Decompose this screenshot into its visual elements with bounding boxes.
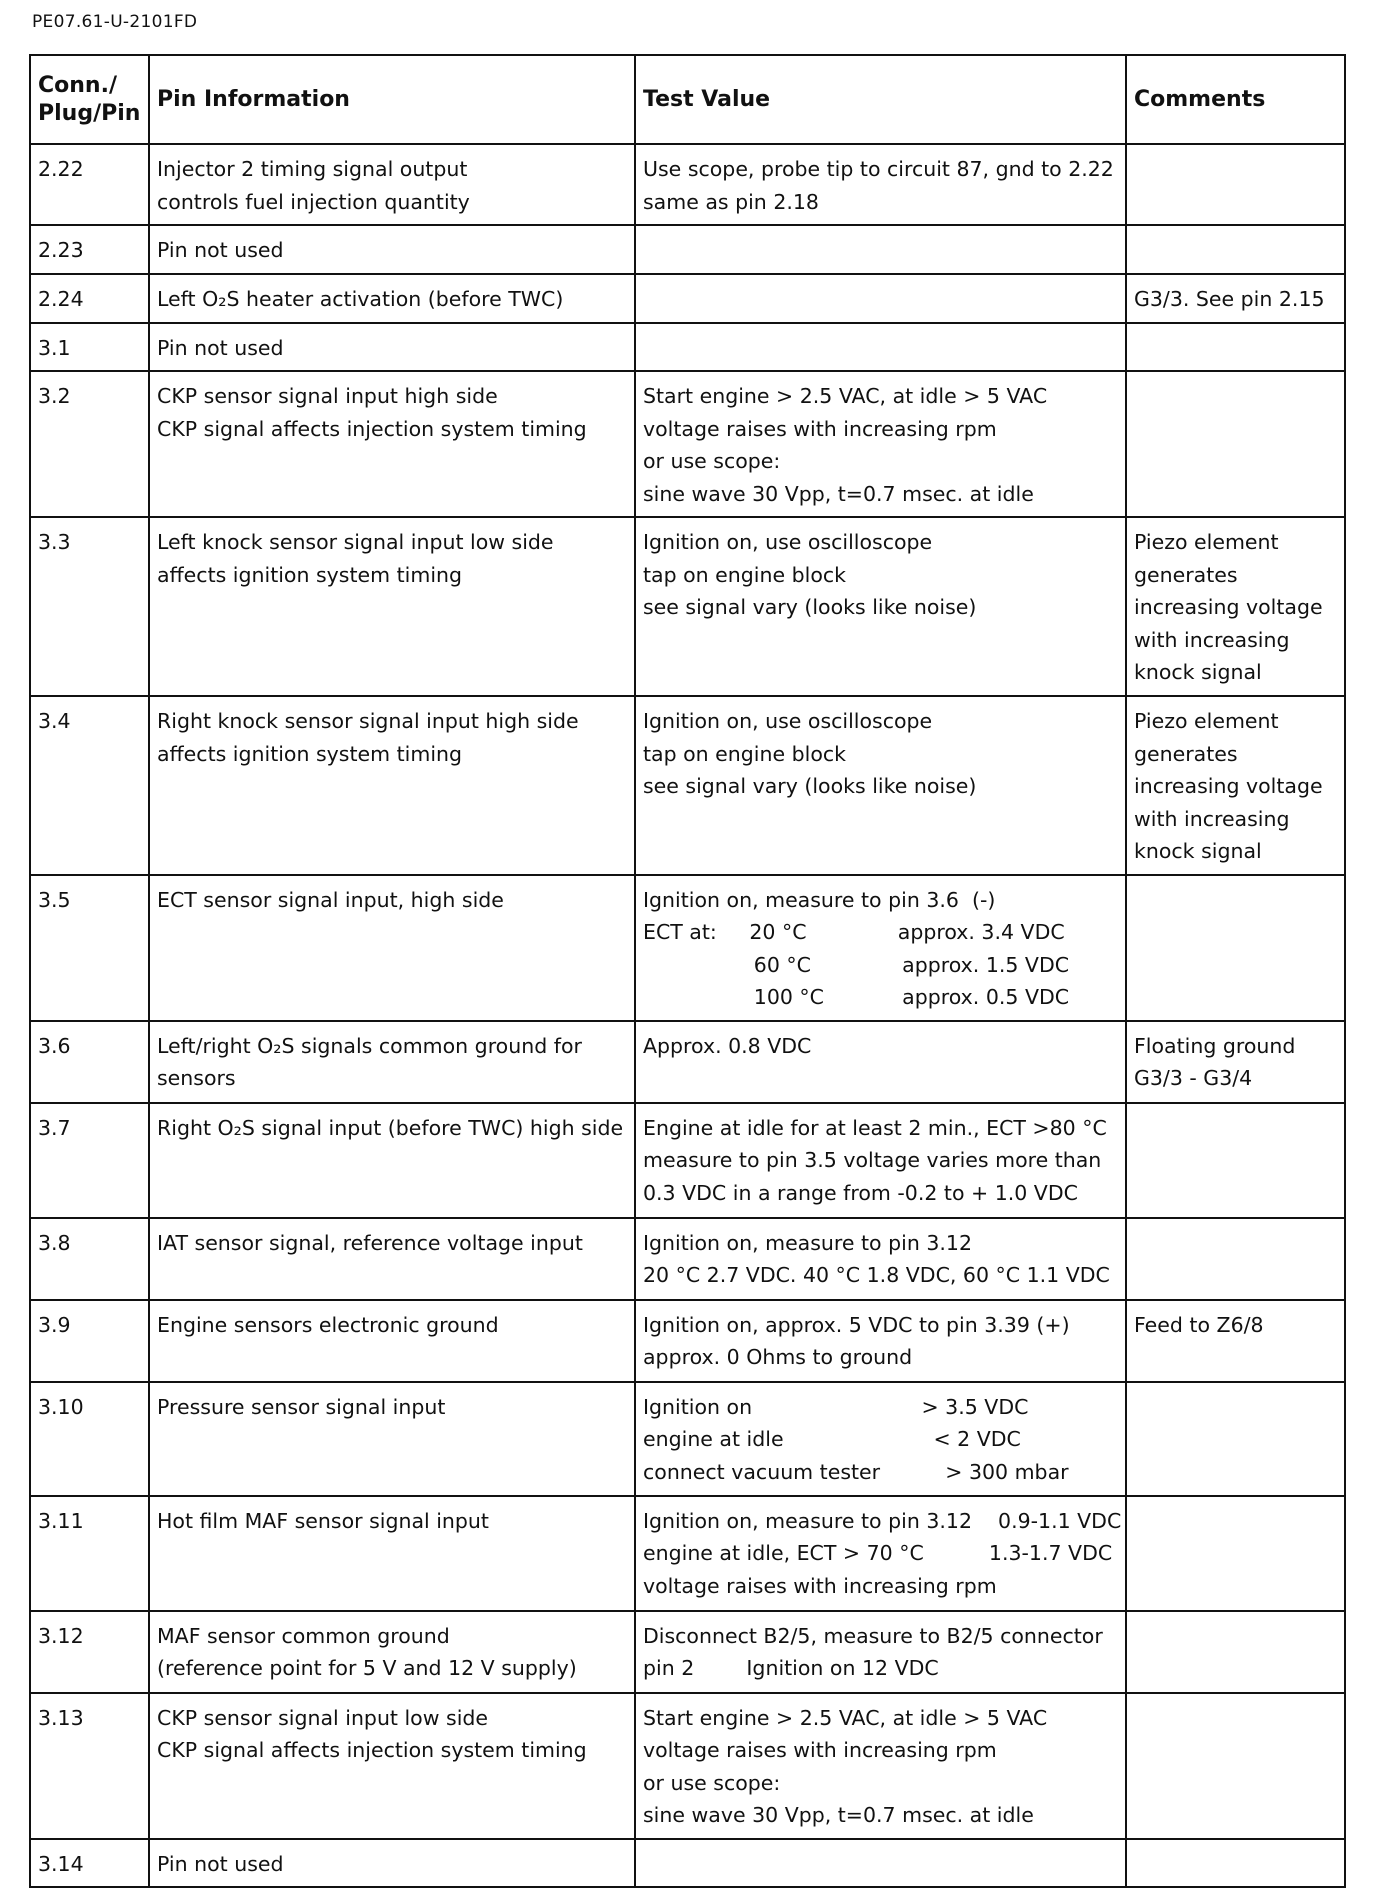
cell-test-value — [635, 1382, 1126, 1496]
cell-test-value — [635, 144, 1126, 225]
cell-pin: 3.7 — [30, 1103, 149, 1218]
cell-comments — [1126, 1103, 1345, 1218]
document-code: PE07.61-U-2101FD — [32, 12, 198, 32]
cell-line: Pressure sensor signal input — [157, 1394, 446, 1419]
cell-test-value — [635, 517, 1126, 696]
pin-information-table — [29, 54, 1346, 1888]
cell-pin: 3.1 — [30, 323, 149, 372]
table-row — [30, 371, 1345, 517]
cell-comments — [1126, 274, 1345, 323]
cell-line: Piezo element — [1134, 709, 1279, 733]
cell-line: ECT at: 20 °C approx. 3.4 VDC — [643, 920, 1065, 944]
cell-pin: 3.13 — [30, 1693, 149, 1839]
cell-line: Ignition on, measure to pin 3.6 (-) — [643, 887, 996, 912]
header-test-value: Test Value — [635, 55, 1126, 144]
cell-pin: 3.3 — [30, 517, 149, 696]
cell-line: (reference point for 5 V and 12 V supply) — [157, 1656, 577, 1680]
table-row — [30, 1300, 1345, 1382]
cell-line: Ignition on > 3.5 VDC — [643, 1394, 1029, 1419]
cell-line: CKP signal affects injection system timing — [157, 1738, 587, 1762]
cell-line: with increasing — [1134, 806, 1290, 831]
cell-line: Ignition on, use oscilloscope — [643, 530, 933, 554]
cell-line: voltage raises with increasing rpm — [643, 1738, 997, 1762]
cell-line: knock signal — [1134, 660, 1262, 684]
cell-line: increasing voltage — [1134, 595, 1323, 619]
cell-line: with increasing — [1134, 627, 1290, 652]
cell-pin-information — [149, 1103, 635, 1218]
cell-pin: 3.2 — [30, 371, 149, 517]
cell-test-value — [635, 1103, 1126, 1218]
cell-pin: 3.11 — [30, 1496, 149, 1611]
cell-pin-information — [149, 144, 635, 225]
cell-comments — [1126, 1021, 1345, 1103]
cell-line: engine at idle < 2 VDC — [643, 1427, 1021, 1451]
header-comments: Comments — [1126, 55, 1345, 144]
cell-line: sine wave 30 Vpp, t=0.7 msec. at idle — [643, 481, 1034, 506]
cell-test-value — [635, 1300, 1126, 1382]
cell-line: MAF sensor common ground — [157, 1623, 450, 1648]
cell-pin-information — [149, 875, 635, 1021]
cell-pin: 3.5 — [30, 875, 149, 1021]
table-header-row — [30, 55, 1345, 144]
table-row — [30, 1611, 1345, 1693]
cell-test-value — [635, 371, 1126, 517]
table-row — [30, 274, 1345, 323]
cell-line: pin 2 Ignition on 12 VDC — [643, 1656, 939, 1680]
cell-comments — [1126, 1611, 1345, 1693]
cell-pin-information — [149, 323, 635, 372]
table-row — [30, 1496, 1345, 1611]
cell-test-value — [635, 1839, 1126, 1888]
cell-line: generates — [1134, 741, 1238, 766]
cell-line: Start engine > 2.5 VAC, at idle > 5 VAC — [643, 1705, 1048, 1730]
cell-comments — [1126, 1693, 1345, 1839]
cell-line: measure to pin 3.5 voltage varies more than — [643, 1148, 1102, 1172]
cell-line: Ignition on, measure to pin 3.12 0.9-1.1 VDC — [643, 1508, 1122, 1533]
cell-line: G3/3 - G3/4 — [1134, 1066, 1253, 1090]
cell-pin-information — [149, 225, 635, 274]
cell-line: knock signal — [1134, 839, 1262, 863]
cell-comments — [1126, 875, 1345, 1021]
cell-comments — [1126, 696, 1345, 875]
table-row — [30, 875, 1345, 1021]
cell-line: engine at idle, ECT > 70 °C 1.3-1.7 VDC — [643, 1541, 1113, 1565]
cell-line: see signal vary (looks like noise) — [643, 595, 977, 619]
cell-line: 60 °C approx. 1.5 VDC — [643, 952, 1070, 977]
cell-pin: 2.23 — [30, 225, 149, 274]
cell-line: voltage raises with increasing rpm — [643, 416, 997, 441]
table-row — [30, 1693, 1345, 1839]
cell-line: Pin not used — [157, 1851, 284, 1876]
table-row — [30, 1103, 1345, 1218]
cell-pin-information — [149, 1496, 635, 1611]
cell-test-value — [635, 225, 1126, 274]
cell-test-value — [635, 1693, 1126, 1839]
cell-line: connect vacuum tester > 300 mbar — [643, 1459, 1069, 1484]
cell-line: Ignition on, use oscilloscope — [643, 709, 933, 733]
cell-test-value — [635, 696, 1126, 875]
cell-comments — [1126, 1218, 1345, 1300]
cell-pin: 3.4 — [30, 696, 149, 875]
cell-line: Injector 2 timing signal output — [157, 157, 468, 181]
cell-comments — [1126, 1382, 1345, 1496]
cell-pin: 3.9 — [30, 1300, 149, 1382]
table-row — [30, 1021, 1345, 1103]
cell-line: Approx. 0.8 VDC — [643, 1033, 812, 1058]
cell-comments — [1126, 1496, 1345, 1611]
table-row — [30, 1839, 1345, 1888]
cell-pin-information — [149, 371, 635, 517]
cell-line: Ignition on, measure to pin 3.12 — [643, 1230, 972, 1255]
cell-line: same as pin 2.18 — [643, 189, 819, 214]
cell-pin-information — [149, 1382, 635, 1496]
cell-line: sensors — [157, 1066, 236, 1090]
cell-line: affects ignition system timing — [157, 562, 463, 587]
cell-line: controls fuel injection quantity — [157, 189, 470, 214]
header-pin: Conn./ Plug/Pin — [30, 55, 149, 144]
cell-line: Left O₂S heater activation (before TWC) — [157, 287, 564, 311]
table-body — [30, 144, 1345, 1887]
cell-line: increasing voltage — [1134, 774, 1323, 798]
cell-test-value — [635, 1218, 1126, 1300]
cell-pin-information — [149, 1021, 635, 1103]
cell-line: Start engine > 2.5 VAC, at idle > 5 VAC — [643, 384, 1048, 408]
cell-pin: 3.6 — [30, 1021, 149, 1103]
cell-pin: 3.14 — [30, 1839, 149, 1888]
cell-line: G3/3. See pin 2.15 — [1134, 287, 1325, 311]
cell-line: affects ignition system timing — [157, 741, 463, 766]
table-row — [30, 323, 1345, 372]
cell-line: generates — [1134, 562, 1238, 587]
cell-comments — [1126, 1300, 1345, 1382]
cell-line: 100 °C approx. 0.5 VDC — [643, 985, 1070, 1009]
cell-line: ECT sensor signal input, high side — [157, 887, 504, 912]
cell-line: Use scope, probe tip to circuit 87, gnd to 2.22 — [643, 157, 1114, 181]
cell-test-value — [635, 875, 1126, 1021]
cell-comments — [1126, 225, 1345, 274]
cell-line: tap on engine block — [643, 741, 847, 766]
cell-line: Feed to Z6/8 — [1134, 1312, 1264, 1337]
cell-line: Disconnect B2/5, measure to B2/5 connector — [643, 1623, 1103, 1648]
table-row — [30, 696, 1345, 875]
cell-line: Pin not used — [157, 238, 284, 262]
cell-line: Left knock sensor signal input low side — [157, 530, 554, 554]
cell-line: CKP sensor signal input low side — [157, 1705, 489, 1730]
cell-line: Hot film MAF sensor signal input — [157, 1508, 489, 1533]
cell-test-value — [635, 323, 1126, 372]
cell-comments — [1126, 144, 1345, 225]
cell-pin-information — [149, 696, 635, 875]
cell-line: Ignition on, approx. 5 VDC to pin 3.39 (+) — [643, 1312, 1070, 1337]
table-row — [30, 1382, 1345, 1496]
cell-pin: 2.24 — [30, 274, 149, 323]
cell-pin-information — [149, 1693, 635, 1839]
cell-line: IAT sensor signal, reference voltage input — [157, 1230, 583, 1255]
cell-pin-information — [149, 1839, 635, 1888]
cell-pin-information — [149, 517, 635, 696]
cell-line: Floating ground — [1134, 1033, 1296, 1058]
cell-pin-information — [149, 1218, 635, 1300]
cell-line: or use scope: — [643, 449, 781, 473]
cell-test-value — [635, 1496, 1126, 1611]
cell-test-value — [635, 1611, 1126, 1693]
cell-comments — [1126, 371, 1345, 517]
cell-line: Engine sensors electronic ground — [157, 1312, 499, 1337]
cell-line: tap on engine block — [643, 562, 847, 587]
cell-line: approx. 0 Ohms to ground — [643, 1345, 913, 1369]
cell-pin-information — [149, 1611, 635, 1693]
table-row — [30, 144, 1345, 225]
cell-line: CKP sensor signal input high side — [157, 384, 498, 408]
cell-line: 0.3 VDC in a range from -0.2 to + 1.0 VDC — [643, 1180, 1078, 1205]
cell-pin: 3.10 — [30, 1382, 149, 1496]
cell-pin-information — [149, 274, 635, 323]
cell-line: Right O₂S signal input (before TWC) high side — [157, 1115, 624, 1140]
table-row — [30, 225, 1345, 274]
cell-line: 20 °C 2.7 VDC. 40 °C 1.8 VDC, 60 °C 1.1 VDC — [643, 1263, 1110, 1287]
cell-comments — [1126, 323, 1345, 372]
cell-line: or use scope: — [643, 1770, 781, 1795]
cell-line: voltage raises with increasing rpm — [643, 1573, 997, 1598]
cell-comments — [1126, 1839, 1345, 1888]
cell-test-value — [635, 274, 1126, 323]
cell-line: see signal vary (looks like noise) — [643, 774, 977, 798]
header-pin-information: Pin Information — [149, 55, 635, 144]
cell-test-value — [635, 1021, 1126, 1103]
cell-pin: 3.12 — [30, 1611, 149, 1693]
cell-line: Pin not used — [157, 335, 284, 360]
cell-line: sine wave 30 Vpp, t=0.7 msec. at idle — [643, 1803, 1034, 1827]
cell-line: CKP signal affects injection system timing — [157, 416, 587, 441]
cell-line: Right knock sensor signal input high side — [157, 709, 579, 733]
cell-line: Left/right O₂S signals common ground for — [157, 1033, 582, 1058]
cell-line: Piezo element — [1134, 530, 1279, 554]
cell-line: Engine at idle for at least 2 min., ECT >80 °C — [643, 1115, 1107, 1140]
cell-pin: 2.22 — [30, 144, 149, 225]
cell-pin-information — [149, 1300, 635, 1382]
cell-pin: 3.8 — [30, 1218, 149, 1300]
table-row — [30, 517, 1345, 696]
cell-comments — [1126, 517, 1345, 696]
table-row — [30, 1218, 1345, 1300]
